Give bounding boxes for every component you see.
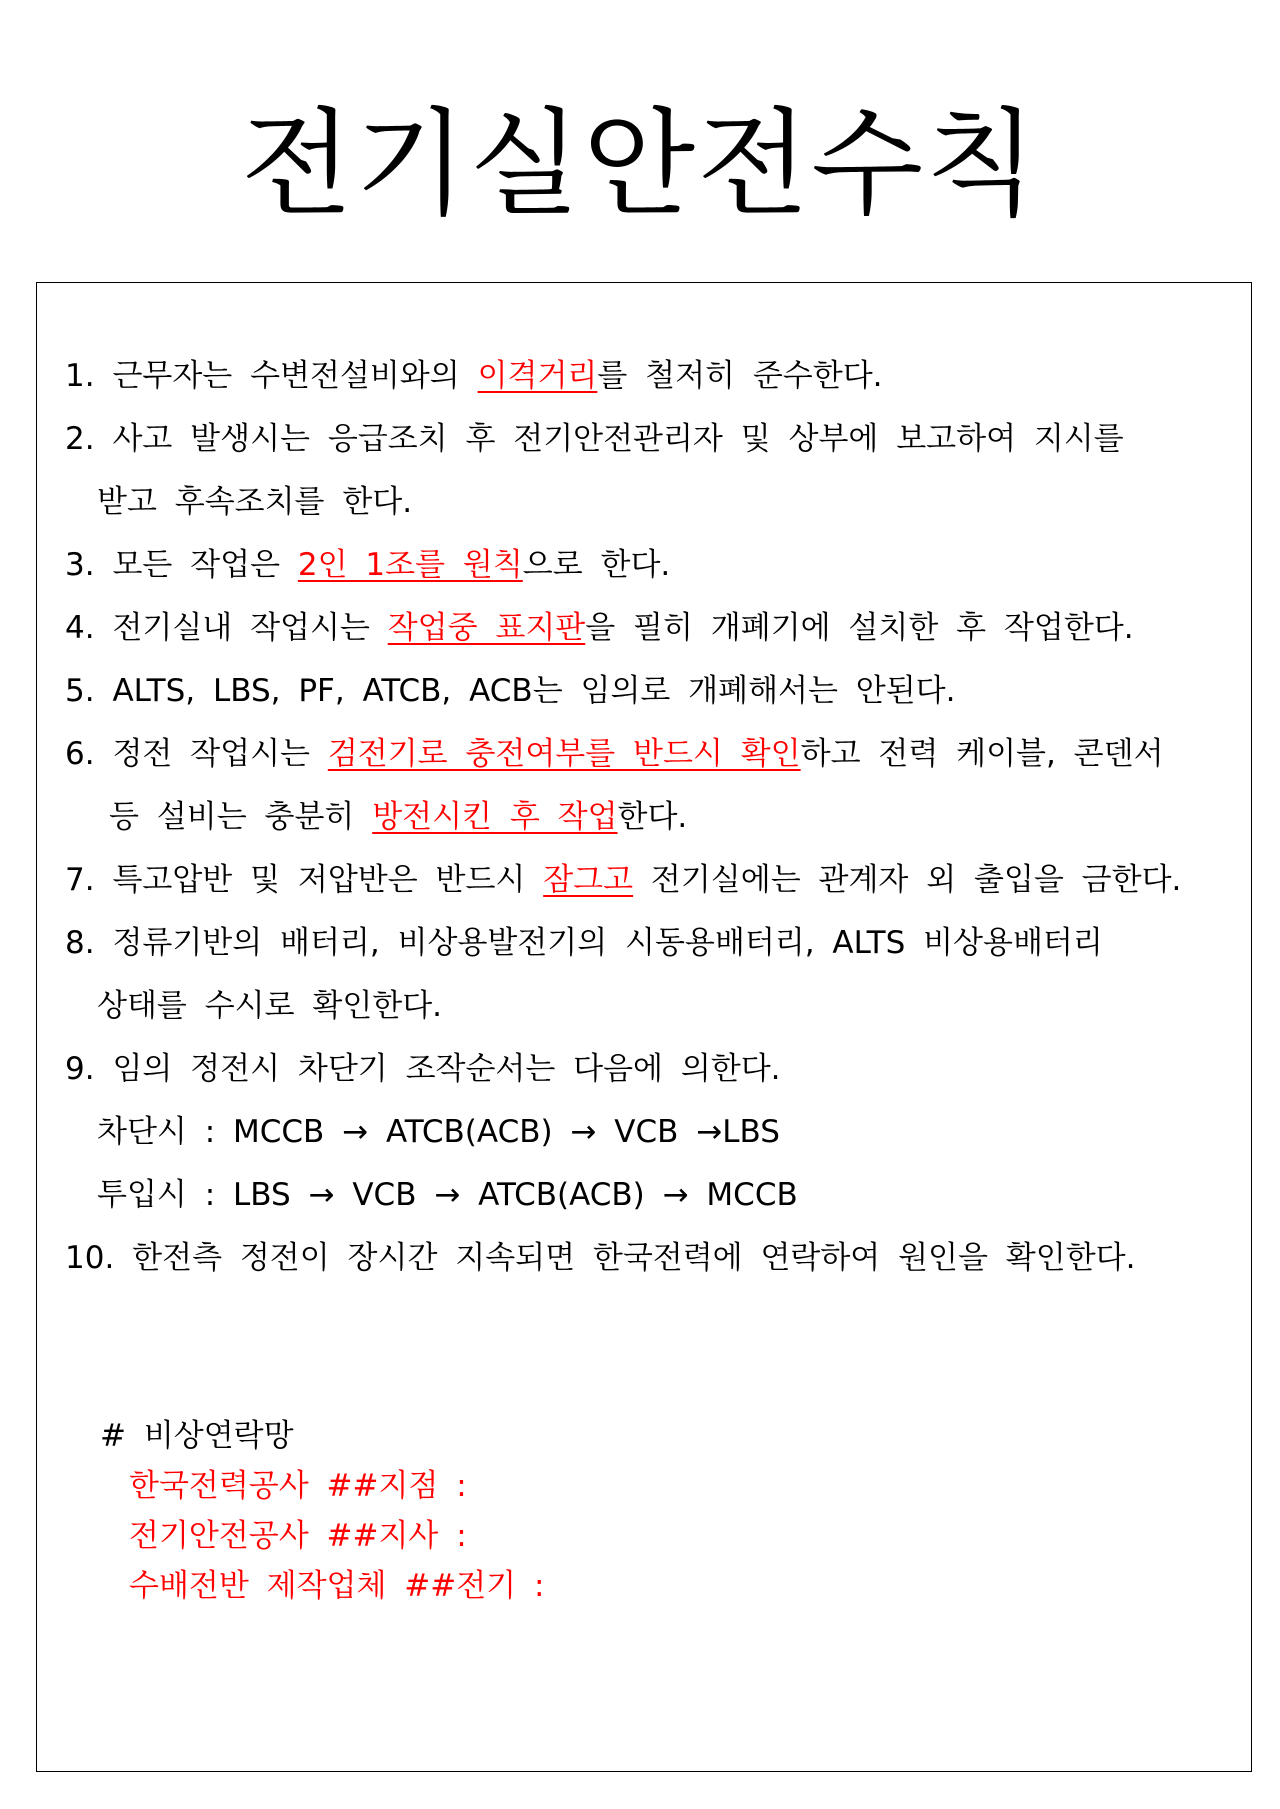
rule-text: 특고압반 및 저압반은 반드시	[112, 862, 544, 898]
breaker-on-sequence	[97, 1175, 798, 1215]
rule-text: 근무자는 수변전설비와의	[112, 358, 478, 394]
rules-box	[36, 282, 1252, 1772]
breaker-off-sequence	[97, 1112, 780, 1152]
rule-7	[65, 860, 1181, 900]
highlight-text: 잠그고	[543, 862, 634, 898]
rule-text: 한다.	[617, 799, 688, 835]
rule-text: ALTS, LBS, PF, ATCB, ACB는 임의로 개폐해서는 안된다.	[112, 673, 956, 709]
highlight-text: 이격거리	[477, 358, 598, 394]
rule-6-continuation	[109, 797, 687, 837]
rule-number: 4.	[65, 610, 95, 646]
rule-2-continuation	[97, 482, 412, 522]
rule-number: 9.	[65, 1051, 95, 1087]
contact-kesco: 전기안전공사 ##지사 :	[129, 1518, 467, 1554]
rule-text: 정전 작업시는	[112, 736, 328, 772]
rule-text: 상태를 수시로 확인한다.	[97, 988, 443, 1024]
rule-9	[65, 1049, 781, 1089]
rule-text: 전기실내 작업시는	[112, 610, 388, 646]
rule-text: 받고 후속조치를 한다.	[97, 484, 413, 520]
highlight-text: 2인 1조를 원칙	[297, 547, 523, 583]
rule-text: 사고 발생시는 응급조치 후 전기안전관리자 및 상부에 보고하여 지시를	[112, 421, 1124, 457]
rule-number: 10.	[65, 1240, 115, 1276]
rule-number: 2.	[65, 421, 95, 457]
contact-kepco: 한국전력공사 ##지점 :	[129, 1468, 467, 1504]
rule-text: 를 철저히 준수한다.	[597, 358, 883, 394]
rule-1	[65, 356, 883, 396]
rule-4	[65, 608, 1134, 648]
rule-number: 3.	[65, 547, 95, 583]
highlight-text: 작업중 표지판	[387, 610, 586, 646]
rule-text: 모든 작업은	[112, 547, 298, 583]
rule-text: 전기실에는 관계자 외 출입을 금한다.	[633, 862, 1182, 898]
rule-3	[65, 545, 670, 585]
rule-8	[65, 923, 1103, 963]
rule-text: 한전측 정전이 장시간 지속되면 한국전력에 연락하여 원인을 확인한다.	[132, 1240, 1136, 1276]
rule-text: 으로 한다.	[522, 547, 671, 583]
rule-number: 6.	[65, 736, 95, 772]
rule-text: 임의 정전시 차단기 조작순서는 다음에 의한다.	[112, 1051, 781, 1087]
rule-text: 하고 전력 케이블, 콘덴서	[800, 736, 1164, 772]
rule-8-continuation	[97, 986, 442, 1026]
rule-2	[65, 419, 1124, 459]
rule-number: 8.	[65, 925, 95, 961]
highlight-text: 검전기로 충전여부를 반드시 확인	[327, 736, 801, 772]
rule-10	[65, 1238, 1135, 1278]
rule-number: 5.	[65, 673, 95, 709]
contact-manufacturer: 수배전반 제작업체 ##전기 :	[129, 1568, 545, 1604]
rule-number: 7.	[65, 862, 95, 898]
rule-text: 차단시 : MCCB → ATCB(ACB) → VCB →LBS	[97, 1114, 780, 1150]
rule-text: 투입시 : LBS → VCB → ATCB(ACB) → MCCB	[97, 1177, 798, 1213]
rule-text: 을 필히 개폐기에 설치한 후 작업한다.	[585, 610, 1134, 646]
highlight-text: 방전시킨 후 작업	[372, 799, 618, 835]
page-title: 전기실안전수칙	[240, 97, 1040, 232]
rule-6	[65, 734, 1164, 774]
rule-number: 1.	[65, 358, 95, 394]
emergency-heading: # 비상연락망	[100, 1418, 294, 1454]
rule-5	[65, 671, 955, 711]
rule-text: 정류기반의 배터리, 비상용발전기의 시동용배터리, ALTS 비상용배터리	[112, 925, 1103, 961]
rule-text: 등 설비는 충분히	[109, 799, 373, 835]
